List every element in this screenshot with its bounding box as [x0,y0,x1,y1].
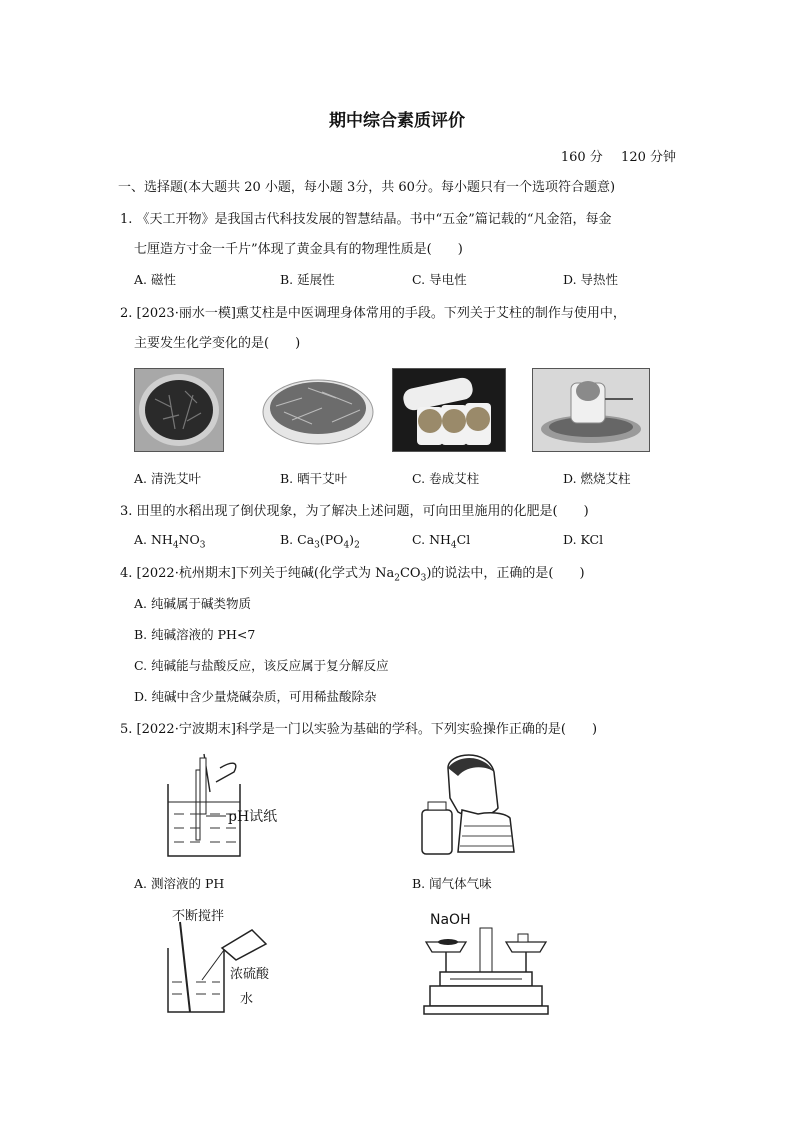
q1-option-a: A. 磁性 [134,272,176,287]
q4-option-b: B. 纯碱溶液的 PH<7 [134,627,256,642]
q3-option-b: B. $Ca_3(PO_4)_2$ [280,532,360,551]
q5-option-a: A. 测溶液的 PH [134,876,225,891]
score: 160 分 [560,150,603,165]
q2-option-b: B. 晒干艾叶 [280,471,348,486]
q2-line1: 2. [2023·丽水一模]熏艾柱是中医调理身体常用的手段。下列关于艾柱的制作与使用中， [120,306,626,321]
q1-line1: 1. 《天工开物》是我国古代科技发展的智慧结晶。书中“五金”篇记载的“凡金箔，每金 [120,212,612,227]
time-limit: 120 分钟 [621,150,676,165]
stir-label: 不断搅拌 [172,909,225,924]
q5-line1: 5. [2022·宁波期末]科学是一门以实验为基础的学科。下列实验操作正确的是( ) [120,722,598,737]
photo-washing-leaves [134,368,224,452]
exam-meta [561,146,676,165]
q2-line2: 主要发生化学变化的是( ) [134,336,301,351]
q5-option-b: B. 闻气体气味 [412,876,492,891]
figure-balance [420,918,554,1018]
naoh-label: NaOH [430,912,471,928]
q4-option-a: A. 纯碱属于碱类物质 [134,596,251,611]
q1-line2: 七厘造方寸金一千片”体现了黄金具有的物理性质是( ) [134,242,463,257]
q3-option-d: D. KCl [563,532,604,547]
photo-drying-leaves [262,368,374,450]
acid-label: 浓硫酸 [230,967,270,982]
page-title: 期中综合素质评价 [329,111,465,131]
q1-option-b: B. 延展性 [280,272,335,287]
q3-line1: 3. 田里的水稻出现了倒伏现象，为了解决上述问题，可向田里施用的化肥是( ) [120,504,589,519]
figure-smell-gas [418,748,518,858]
q4-line1: 4. [2022·杭州期末]下列关于纯碱(化学式为 $Na_2CO_3$)的说法中，正确的是( ) [120,566,585,584]
q2-option-a: A. 清洗艾叶 [134,471,201,486]
q4-option-c: C. 纯碱能与盐酸反应，该反应属于复分解反应 [134,658,389,673]
q2-option-c: C. 卷成艾柱 [412,471,480,486]
q2-option-d: D. 燃烧艾柱 [563,471,631,486]
ph-paper-label: pH试纸 [228,809,278,825]
q4-option-d: D. 纯碱中含少量烧碱杂质，可用稀盐酸除杂 [134,689,377,704]
section-heading: 一、选择题(本大题共 20 小题，每小题 3分，共 60分。每小题只有一个选项符合题意) [118,180,616,195]
photo-burning-moxa [532,368,650,452]
q3-option-a: A. $NH_4NO_3$ [134,532,206,551]
photo-rolled-moxa [392,368,506,452]
q1-option-d: D. 导热性 [563,272,619,287]
water-label: 水 [240,992,254,1007]
q3-option-c: C. $NH_4Cl$ [412,532,471,551]
q1-option-c: C. 导电性 [412,272,467,287]
